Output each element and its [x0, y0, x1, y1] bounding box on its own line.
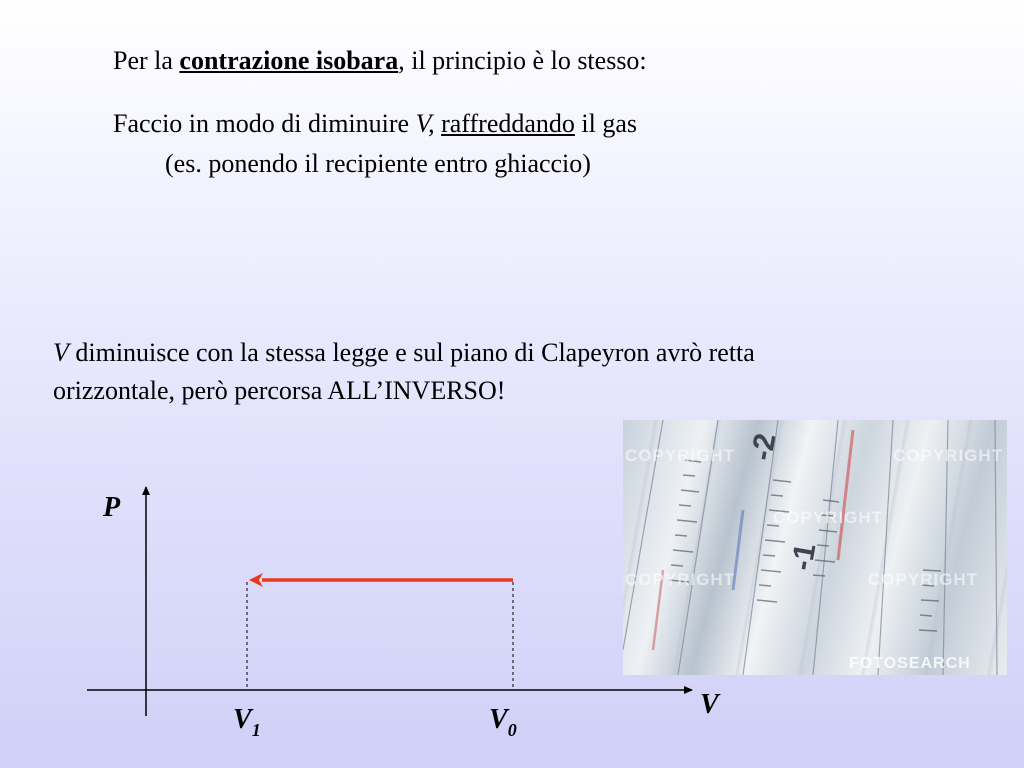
cooling-term: raffreddando	[441, 109, 575, 138]
v1-sub: 1	[251, 720, 261, 740]
v0-sub: 0	[507, 720, 517, 740]
watermark-2: COPYRIGHT	[893, 446, 1004, 465]
example-line: (es. ponendo il recipiente entro ghiaccio)	[165, 149, 591, 178]
isobaric-arrow-head	[249, 573, 263, 587]
fotosearch-watermark: FOTOSEARCH	[849, 655, 971, 672]
scale-number-minus2: -2	[745, 430, 783, 463]
method-prefix: Faccio in modo di diminuire	[113, 109, 416, 138]
explanation-text-1: diminuisce con la stessa legge e sul piano di Clapeyron avrò retta	[68, 338, 755, 367]
v1-label	[233, 704, 261, 740]
intro-prefix: Per la	[113, 46, 180, 75]
volume-var: V,	[415, 109, 435, 138]
v0-label	[489, 704, 517, 740]
scale-number-minus1: -1	[785, 540, 823, 573]
watermark-5: COPYRIGHT	[868, 570, 979, 589]
isobaric-term: contrazione isobara	[179, 46, 399, 75]
explanation-line-2: orizzontale, però percorsa ALL’INVERSO!	[53, 376, 506, 405]
thermometer-photo	[623, 420, 1007, 675]
y-axis-label: P	[103, 492, 121, 523]
v0-main: V	[489, 704, 508, 735]
method-suffix: il gas	[574, 109, 638, 138]
x-axis-label: V	[700, 689, 719, 720]
watermark-3: COPYRIGHT	[773, 508, 884, 527]
volume-var-2: V	[53, 338, 69, 367]
watermark-1: COPYRIGHT	[625, 446, 736, 465]
intro-suffix: , il principio è lo stesso:	[398, 46, 647, 75]
watermark-4: COPYRIGHT	[625, 570, 736, 589]
v1-main: V	[233, 704, 252, 735]
